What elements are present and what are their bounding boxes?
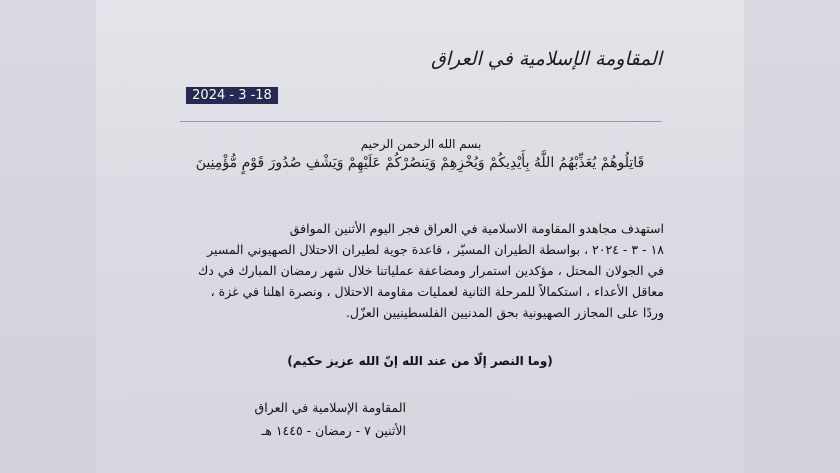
signature-name: المقاومة الإسلامية في العراق [254, 400, 406, 415]
statement-line: في الجولان المحتل ، مؤكدين استمرار ومضاعفة عملياتنا خلال شهر رمضان المبارك في دك [197, 263, 664, 278]
date-badge: 2024 - 3 -18 [186, 87, 278, 104]
statement-body [150, 218, 664, 323]
organization-logo-text: المقاومة الإسلامية في العراق [431, 48, 662, 70]
signature-hijri-date: الأثنين ٧ - رمضان - ١٤٤٥ هـ [261, 423, 406, 438]
page-edge-right [744, 0, 840, 473]
header-divider [180, 121, 662, 122]
page-edge-left [0, 0, 96, 473]
statement-line: وردًا على المجازر الصهيونية بحق المدنيين الفلسطينيين العزّل. [345, 305, 664, 320]
statement-line: ١٨ - ٣ - ٢٠٢٤ ، بواسطة الطيران المسيّر ، قاعدة جوية لطيران الاحتلال الصهيوني المسير [207, 242, 664, 257]
quran-verse: قَاتِلُوهُمْ يُعَذِّبْهُمُ اللَّهُ بِأَيْدِيكُمْ وَيُخْزِهِمْ وَيَنصُرْكُمْ عَلَيْهِمْ وَيَشْفِ صُدُورَ قَوْمٍ مُّؤْمِنِينَ [195, 155, 645, 171]
signature-block [186, 396, 406, 442]
statement-line: معاقل الأعداء ، استكمالاً للمرحلة الثانية لعمليات مقاومة الاحتلال ، ونصرة اهلنا في غزة ، [210, 284, 664, 299]
statement-line: استهدف مجاهدو المقاومة الاسلامية في العراق فجر اليوم الأثنين الموافق [289, 221, 664, 236]
basmala: بسم الله الرحمن الرحيم [360, 137, 482, 151]
closing-quote: (وما النصر إلّا من عند الله إنّ الله عزيز حكيم) [287, 354, 553, 368]
